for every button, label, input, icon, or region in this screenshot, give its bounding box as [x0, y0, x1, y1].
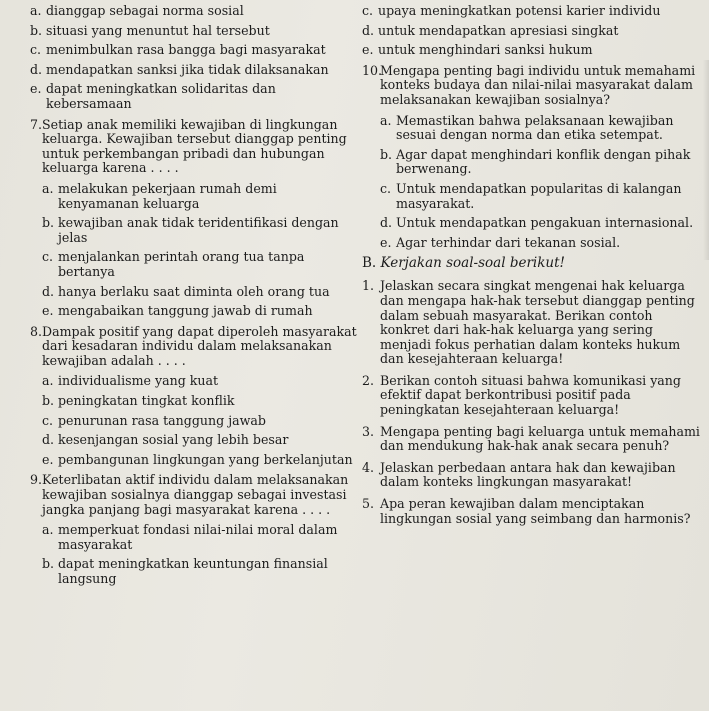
q6-options: [30, 4, 360, 112]
left-column: [30, 4, 360, 592]
section-b-heading: [362, 255, 702, 271]
answer-option: [380, 234, 702, 251]
essay-list: [362, 278, 702, 526]
option-text: dapat meningkatkan solidaritas dan kebersamaan: [46, 81, 276, 111]
essay-question: [362, 423, 702, 454]
section-label: B.: [362, 255, 377, 272]
option-text: kewajiban anak tidak teridentifikasi dengan jelas: [58, 215, 339, 245]
option-text: penurunan rasa tanggung jawab: [58, 412, 266, 428]
question-text: Berikan contoh situasi bahwa komunikasi yang efektif dapat berkontribusi positif pada peningkatan kesejahteraan keluarga!: [380, 372, 681, 418]
page-edge-shadow: [703, 60, 709, 260]
question-8: [30, 323, 360, 369]
option-label: e.: [362, 42, 374, 58]
option-text: mendapatkan sanksi jika tidak dilaksanakan: [46, 61, 329, 77]
option-label: a.: [30, 3, 42, 18]
option-text: individualisme yang kuat: [58, 373, 219, 389]
question-text: Jelaskan secara singkat mengenai hak keluarga dan mengapa hak-hak tersebut dianggap penting dalam sebuah masyarakat. Berikan contoh konkret dari hak-hak keluarga yang sering menjadi fokus perhatian dalam konteks hukum dan kesejahteraan keluarga!: [380, 278, 695, 367]
option-text: dapat meningkatkan keuntungan finansial langsung: [58, 556, 328, 586]
option-label: e.: [42, 303, 54, 319]
answer-option: [380, 180, 702, 211]
option-text: mengabaikan tanggung jawab di rumah: [58, 303, 313, 319]
option-label: e.: [42, 451, 54, 467]
question-text: Keterlibatan aktif individu dalam melaksanakan kewajiban sosialnya dianggap sebagai investasi jangka panjang bagi masyarakat karena . . . .: [42, 472, 349, 517]
answer-option: [30, 61, 360, 78]
option-label: c.: [42, 412, 54, 428]
option-text: dianggap sebagai norma sosial: [46, 3, 244, 18]
option-label: b.: [380, 146, 393, 162]
option-text: pembangunan lingkungan yang berkelanjutan: [58, 451, 353, 467]
question-number: 5.: [362, 496, 375, 512]
option-label: a.: [42, 522, 54, 538]
option-label: a.: [42, 373, 54, 389]
option-label: b.: [42, 215, 55, 231]
option-text: Memastikan bahwa pelaksanaan kewajiban sesuai dengan norma dan etika setempat.: [396, 112, 674, 143]
answer-option: [362, 42, 702, 58]
option-text: untuk menghindari sanksi hukum: [378, 42, 593, 58]
answer-option: [42, 283, 360, 300]
question-number: 7.: [30, 116, 43, 132]
answer-option: [42, 432, 360, 448]
option-label: d.: [42, 283, 55, 299]
question-number: 9.: [30, 472, 43, 488]
answer-option: [42, 249, 360, 279]
q10-options: [380, 114, 702, 251]
question-number: 8.: [30, 323, 43, 339]
question-10: [362, 62, 702, 108]
option-label: c.: [380, 180, 392, 196]
answer-option: [42, 373, 360, 389]
q9-options-continued: [362, 4, 702, 58]
option-label: e.: [380, 234, 392, 250]
question-number: 10.: [362, 62, 383, 78]
question-number: 1.: [362, 278, 375, 294]
answer-option: [42, 522, 360, 552]
option-text: Agar terhindar dari tekanan sosial.: [396, 234, 621, 250]
option-label: b.: [30, 22, 43, 38]
option-text: Untuk mendapatkan popularitas di kalangan masyarakat.: [396, 180, 682, 211]
essay-question: [362, 278, 702, 367]
answer-option: [362, 3, 702, 19]
option-text: peningkatan tingkat konflik: [58, 393, 235, 409]
question-text: Mengapa penting bagi keluarga untuk memahami dan mendukung hak-hak anak secara penuh?: [380, 423, 700, 454]
answer-option: [380, 215, 702, 231]
answer-option: [42, 393, 360, 409]
question-9: [30, 472, 360, 517]
answer-option: [42, 303, 360, 319]
q7-options: [42, 182, 360, 319]
option-label: d.: [380, 215, 393, 231]
option-text: hanya berlaku saat diminta oleh orang tua: [58, 283, 330, 299]
question-number: 3.: [362, 423, 375, 439]
option-label: b.: [42, 556, 55, 572]
question-7: [30, 116, 360, 176]
option-text: untuk mendapatkan apresiasi singkat: [378, 22, 619, 38]
essay-question: [362, 496, 702, 526]
option-label: d.: [42, 432, 55, 448]
option-label: a.: [380, 112, 392, 128]
option-text: menimbulkan rasa bangga bagi masyarakat: [46, 42, 326, 58]
answer-option: [42, 556, 360, 586]
question-text: Jelaskan perbedaan antara hak dan kewajiban dalam konteks lingkungan masyarakat!: [380, 459, 676, 490]
option-text: upaya meningkatkan potensi karier individu: [378, 3, 661, 18]
option-text: situasi yang menuntut hal tersebut: [46, 22, 270, 38]
question-text: Setiap anak memiliki kewajiban di lingkungan keluarga. Kewajiban tersebut dianggap penting untuk perkembangan pribadi dan hubungan keluarga karena . . . .: [42, 116, 347, 176]
answer-option: [30, 3, 360, 19]
option-text: Untuk mendapatkan pengakuan internasional.: [396, 215, 694, 231]
option-text: menjalankan perintah orang tua tanpa bertanya: [58, 249, 305, 279]
essay-question: [362, 459, 702, 490]
option-text: kesenjangan sosial yang lebih besar: [58, 432, 289, 448]
answer-option: [380, 146, 702, 177]
option-label: e.: [30, 81, 42, 97]
right-column: [362, 4, 702, 533]
option-label: b.: [42, 393, 55, 409]
q9-options: [42, 523, 360, 586]
option-label: c.: [42, 249, 54, 265]
answer-option: [362, 22, 702, 39]
answer-option: [42, 451, 360, 468]
question-number: 2.: [362, 372, 375, 388]
answer-option: [30, 42, 360, 58]
section-title: Kerjakan soal-soal berikut!: [380, 255, 565, 272]
question-number: 4.: [362, 459, 375, 475]
answer-option: [42, 215, 360, 245]
answer-option: [380, 112, 702, 143]
option-text: memperkuat fondasi nilai-nilai moral dalam masyarakat: [58, 522, 338, 552]
q8-options: [42, 374, 360, 467]
question-text: Mengapa penting bagi individu untuk memahami konteks budaya dan nilai-nilai masyarakat dalam melaksanakan kewajiban sosialnya?: [380, 62, 696, 107]
essay-question: [362, 372, 702, 418]
answer-option: [42, 180, 360, 211]
option-label: c.: [362, 3, 374, 18]
option-label: d.: [362, 22, 375, 38]
answer-option: [30, 81, 360, 111]
answer-option: [30, 22, 360, 39]
option-text: melakukan pekerjaan rumah demi kenyamanan keluarga: [58, 180, 277, 211]
option-text: Agar dapat menghindari konflik dengan pihak berwenang.: [396, 146, 691, 177]
option-label: d.: [30, 61, 43, 77]
question-text: Apa peran kewajiban dalam menciptakan lingkungan sosial yang seimbang dan harmonis?: [380, 496, 691, 526]
question-text: Dampak positif yang dapat diperoleh masyarakat dari kesadaran individu dalam melaksanakan kewajiban adalah . . . .: [42, 323, 357, 368]
option-label: a.: [42, 180, 54, 196]
answer-option: [42, 412, 360, 429]
option-label: c.: [30, 42, 42, 58]
